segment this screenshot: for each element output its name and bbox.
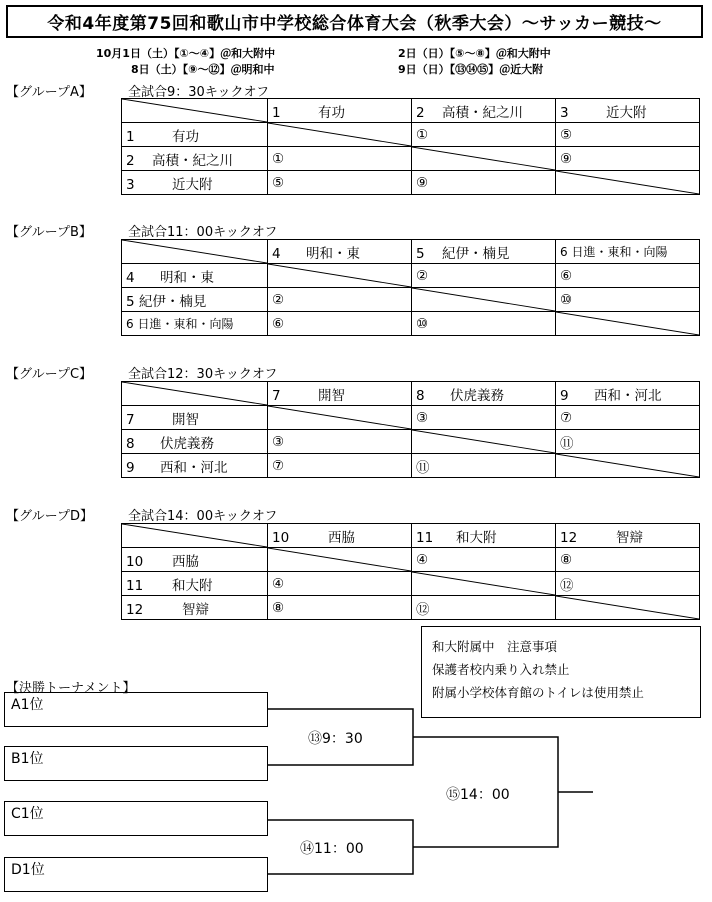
column-header: 5 紀伊・楠見: [412, 240, 556, 264]
match-cell: ⑦: [556, 406, 700, 430]
row-header: 5 紀伊・楠見: [122, 288, 268, 312]
bracket-slot: C1位: [4, 801, 268, 836]
match-cell: ③: [268, 430, 412, 454]
match-cell: ②: [268, 288, 412, 312]
column-header: 3 近大附: [556, 99, 700, 123]
match-cell: ⑥: [556, 264, 700, 288]
match-cell: ⑨: [556, 147, 700, 171]
match-cell: ⑫: [556, 572, 700, 596]
match-cell: ⑩: [556, 288, 700, 312]
final-label: ⑮14：00: [446, 787, 510, 803]
schedule-line-2a: 8日（土）【⑨～⑫】＠明和中: [131, 63, 275, 76]
row-header: 1 有功: [122, 123, 268, 147]
page-title: 令和4年度第75回和歌山市中学校総合体育大会（秋季大会）～サッカー競技～: [6, 5, 703, 38]
group-kickoff: 全試合14：00キックオフ: [128, 509, 278, 524]
row-header: 6 日進・東和・向陽: [122, 312, 268, 336]
match-cell: ④: [412, 548, 556, 572]
match-cell: ③: [412, 406, 556, 430]
row-header: 3 近大附: [122, 171, 268, 195]
group-label: 【グループC】: [6, 367, 93, 382]
group-label: 【グループD】: [6, 509, 93, 524]
notes-line: 保護者校内乗り入れ禁止: [432, 662, 570, 677]
match-cell: ④: [268, 572, 412, 596]
group-kickoff: 全試合11：00キックオフ: [128, 225, 278, 240]
tournament-title: 【決勝トーナメント】: [6, 681, 136, 696]
match-cell: ⑦: [268, 454, 412, 478]
match-cell: ⑧: [556, 548, 700, 572]
match-cell: ⑪: [556, 430, 700, 454]
schedule-line-1b: 2日（日）【⑤～⑧】＠和大附中: [398, 47, 551, 60]
match-cell: ⑫: [412, 596, 556, 620]
match-cell: ①: [412, 123, 556, 147]
match-cell: ⑩: [412, 312, 556, 336]
semi-final-2-label: ⑭11：00: [300, 841, 364, 857]
schedule-line-2b: 9日（日）【⑬⑭⑮】＠近大附: [398, 63, 544, 76]
row-header: 2 高積・紀之川: [122, 147, 268, 171]
bracket-slot: B1位: [4, 746, 268, 781]
column-header: 4 明和・東: [268, 240, 412, 264]
row-header: 7 開智: [122, 406, 268, 430]
schedule-line-1a: 10月1日（土）【①～④】＠和大附中: [96, 47, 276, 60]
row-header: 9 西和・河北: [122, 454, 268, 478]
column-header: 10 西脇: [268, 524, 412, 548]
bracket-slot: D1位: [4, 857, 268, 892]
match-cell: ⑤: [556, 123, 700, 147]
match-cell: ⑧: [268, 596, 412, 620]
column-header: 9 西和・河北: [556, 382, 700, 406]
match-cell: ⑥: [268, 312, 412, 336]
match-cell: ⑨: [412, 171, 556, 195]
bracket-slot: A1位: [4, 692, 268, 727]
row-header: 11 和大附: [122, 572, 268, 596]
column-header: 12 智辯: [556, 524, 700, 548]
column-header: 2 高積・紀之川: [412, 99, 556, 123]
row-header: 10 西脇: [122, 548, 268, 572]
column-header: 1 有功: [268, 99, 412, 123]
column-header: 6 日進・東和・向陽: [556, 240, 700, 264]
group-label: 【グループA】: [6, 85, 92, 100]
notes-line: 和大附属中 注意事項: [432, 639, 558, 654]
match-cell: ①: [268, 147, 412, 171]
group-kickoff: 全試合12：30キックオフ: [128, 367, 278, 382]
row-header: 4 明和・東: [122, 264, 268, 288]
semi-final-1-label: ⑬9：30: [308, 731, 363, 747]
column-header: 11 和大附: [412, 524, 556, 548]
row-header: 8 伏虎義務: [122, 430, 268, 454]
row-header: 12 智辯: [122, 596, 268, 620]
notes-line: 附属小学校体育館のトイレは使用禁止: [432, 685, 644, 700]
group-kickoff: 全試合9：30キックオフ: [128, 85, 270, 100]
group-label: 【グループB】: [6, 225, 92, 240]
column-header: 7 開智: [268, 382, 412, 406]
match-cell: ②: [412, 264, 556, 288]
match-cell: ⑪: [412, 454, 556, 478]
column-header: 8 伏虎義務: [412, 382, 556, 406]
match-cell: ⑤: [268, 171, 412, 195]
